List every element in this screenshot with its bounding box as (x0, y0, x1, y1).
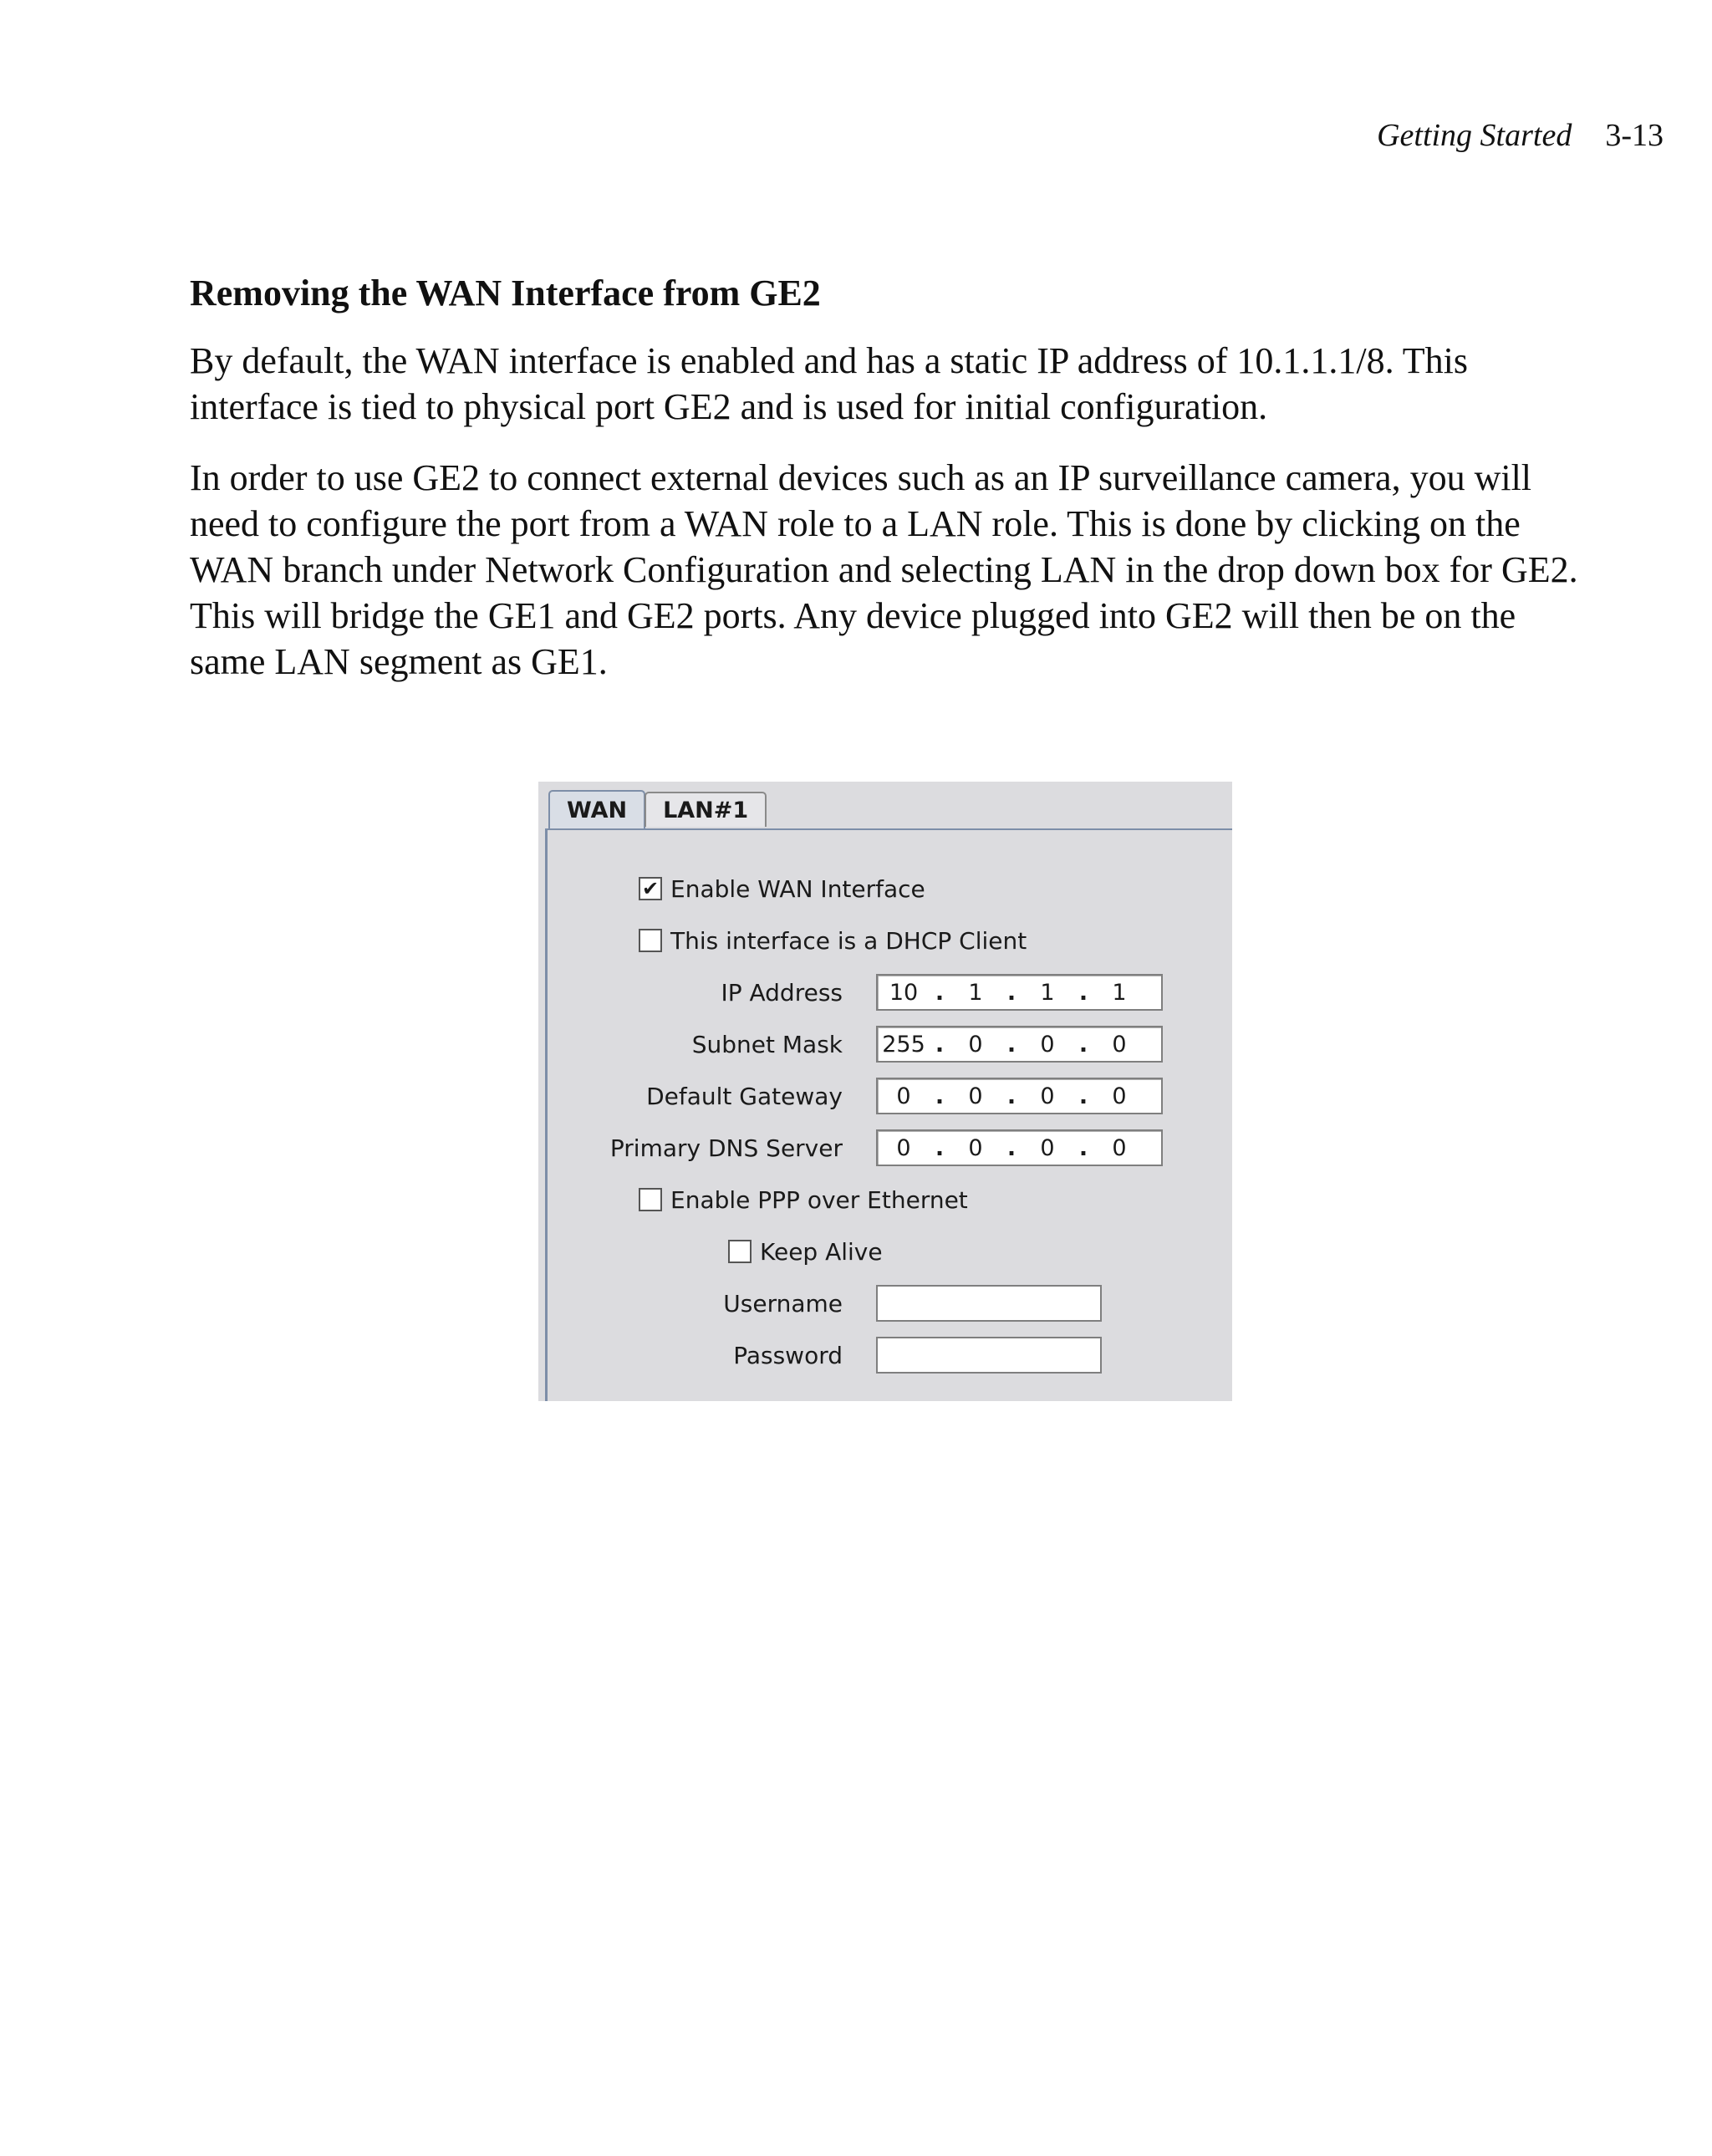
ip-octet: 10 (889, 979, 919, 1006)
pppoe-checkbox[interactable] (639, 1188, 662, 1211)
primary-dns-field[interactable] (876, 1129, 1163, 1166)
ip-octet: 0 (1112, 1083, 1127, 1109)
page-content (190, 272, 1586, 710)
paragraph: In order to use GE2 to connect external devices such as an IP surveillance camera, you will need to configure the port from a WAN role to a LAN role. This is done by clicking on the WAN branch under Network Configuration and selecting LAN in the drop down box for GE2. This will bridge the GE1 and GE2 ports. Any device plugged into GE2 will then be on the same LAN segment as GE1. (190, 457, 1578, 682)
tab-lan1[interactable]: LAN#1 (645, 792, 767, 827)
dhcp-client-row[interactable] (639, 922, 1027, 959)
password-label: Password (733, 1341, 843, 1369)
page-header (1377, 117, 1664, 154)
ip-dot: . (1006, 1083, 1016, 1109)
pppoe-label: Enable PPP over Ethernet (670, 1185, 968, 1214)
ip-octet: 0 (1112, 1134, 1127, 1161)
ip-dot: . (1006, 1031, 1016, 1058)
paragraph: By default, the WAN interface is enabled and has a static IP address of 10.1.1.1/8. This interface is tied to physical port GE2 and is used for initial configuration. (190, 340, 1469, 427)
keep-alive-checkbox[interactable] (728, 1240, 752, 1263)
ip-dot: . (1078, 1031, 1088, 1058)
section-title: Removing the WAN Interface from GE2 (190, 273, 821, 313)
ip-octet: 0 (968, 1031, 983, 1058)
ip-dot: . (1078, 1134, 1088, 1161)
ip-dot: . (1078, 979, 1088, 1006)
subnet-mask-label: Subnet Mask (691, 1030, 843, 1058)
ip-octet: 0 (968, 1083, 983, 1109)
ip-octet: 1 (968, 979, 983, 1006)
ip-address-field[interactable] (876, 974, 1163, 1011)
ip-dot: . (1006, 1134, 1016, 1161)
default-gateway-label: Default Gateway (646, 1082, 843, 1110)
ip-octet: 0 (1040, 1031, 1055, 1058)
ip-octet: 0 (1112, 1031, 1127, 1058)
ip-dot: . (935, 979, 945, 1006)
ip-octet: 1 (1112, 979, 1127, 1006)
page-number: 3-13 (1605, 118, 1664, 153)
ip-octet: 0 (896, 1134, 911, 1161)
keep-alive-row[interactable] (728, 1233, 883, 1270)
username-input[interactable] (876, 1285, 1102, 1322)
default-gateway-field[interactable] (876, 1078, 1163, 1114)
enable-wan-checkbox[interactable]: ✔ (639, 877, 662, 900)
password-input[interactable] (876, 1337, 1102, 1374)
enable-wan-row[interactable] (639, 870, 925, 907)
dhcp-client-checkbox[interactable] (639, 929, 662, 952)
ip-octet: 255 (882, 1031, 925, 1058)
enable-wan-label: Enable WAN Interface (670, 874, 925, 903)
subnet-mask-field[interactable] (876, 1026, 1163, 1063)
ip-octet: 0 (1040, 1134, 1055, 1161)
pppoe-row[interactable] (639, 1181, 968, 1218)
ip-dot: . (935, 1031, 945, 1058)
chapter-title: Getting Started (1377, 118, 1572, 153)
wan-tab-panel (545, 828, 1232, 1401)
ip-octet: 0 (968, 1134, 983, 1161)
ip-dot: . (1078, 1083, 1088, 1109)
tab-bar (548, 792, 767, 828)
ip-octet: 0 (896, 1083, 911, 1109)
dhcp-client-label: This interface is a DHCP Client (670, 926, 1027, 955)
username-label: Username (723, 1289, 843, 1318)
ip-address-label: IP Address (721, 978, 843, 1007)
ip-dot: . (935, 1083, 945, 1109)
ip-dot: . (1006, 979, 1016, 1006)
tab-wan[interactable]: WAN (548, 790, 645, 828)
wan-settings-screenshot (538, 782, 1232, 1401)
ip-octet: 1 (1040, 979, 1055, 1006)
keep-alive-label: Keep Alive (760, 1237, 883, 1266)
ip-dot: . (935, 1134, 945, 1161)
primary-dns-label: Primary DNS Server (609, 1134, 843, 1162)
ip-octet: 0 (1040, 1083, 1055, 1109)
